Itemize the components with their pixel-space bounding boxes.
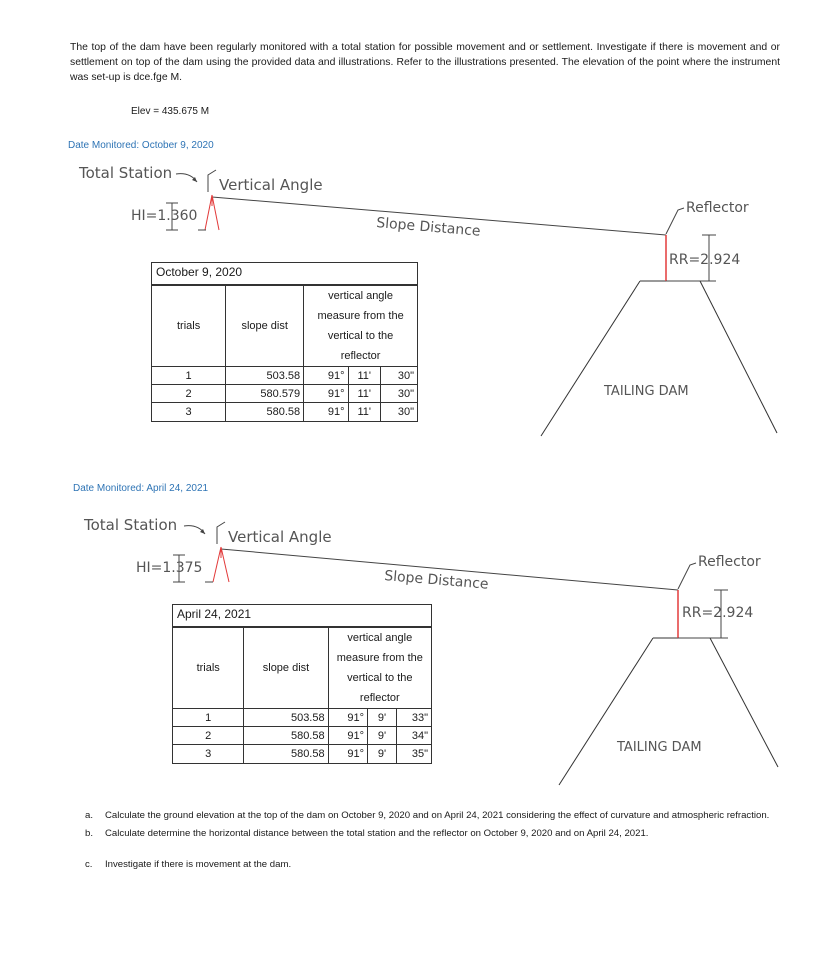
dam-outline-1 — [541, 281, 777, 436]
dam-label-1: TAILING DAM — [604, 384, 689, 399]
rr-label-1: RR=2.924 — [669, 252, 741, 268]
col-header-slope: slope dist — [244, 628, 328, 709]
tripod-icon-1 — [205, 195, 219, 230]
col-header-trials: trials — [173, 628, 244, 709]
col-header-angle: vertical angle measure from the vertical to the reflector — [304, 286, 417, 367]
table-row: 2 580.579 91° 11' 30" — [152, 385, 417, 403]
vertical-angle-label-1: Vertical Angle — [219, 176, 323, 194]
dam-label-2: TAILING DAM — [617, 740, 702, 755]
monitoring-table-1 — [151, 262, 418, 422]
table-row: 1 503.58 91° 11' 30" — [152, 367, 417, 385]
hi-label-1: HI=1.360 — [131, 208, 198, 224]
col-header-angle: vertical angle measure from the vertical to the reflector — [328, 628, 431, 709]
reflector-label-1: Reflector — [686, 200, 749, 216]
slope-distance-label-1: Slope Distance — [375, 215, 482, 240]
table-row: 1 503.58 91° 9' 33" — [173, 709, 431, 727]
reflector-label-2: Reflector — [698, 554, 761, 570]
col-header-slope: slope dist — [226, 286, 304, 367]
total-station-label-1: Total Station — [79, 164, 173, 182]
total-station-label-2: Total Station — [84, 516, 178, 534]
monitoring-table-2 — [172, 604, 432, 764]
questions-list — [85, 809, 785, 876]
table-row: 3 580.58 91° 9' 35" — [173, 745, 431, 763]
table-row: 3 580.58 91° 11' 30" — [152, 403, 417, 421]
date-monitored-2: Date Monitored: April 24, 2021 — [73, 483, 209, 494]
col-header-trials: trials — [152, 286, 226, 367]
hi-label-2: HI=1.375 — [136, 560, 203, 576]
question-a: a. Calculate the ground elevation at the top of the dam on October 9, 2020 and on April 24, 2021 considering the effect of curvature and atmospheric refraction. — [85, 810, 770, 821]
vertical-angle-label-2: Vertical Angle — [228, 528, 332, 546]
question-b: b. Calculate determine the horizontal distance between the total station and the reflector on October 9, 2020 and on April 24, 2021. — [85, 828, 649, 839]
table-title-2: April 24, 2021 — [173, 605, 431, 627]
date-monitored-1: Date Monitored: October 9, 2020 — [68, 140, 214, 151]
rr-label-2: RR=2.924 — [682, 605, 754, 621]
tripod-icon-2 — [213, 547, 229, 582]
slope-distance-label-2: Slope Distance — [383, 568, 490, 593]
instrument-elevation: Elev = 435.675 M — [131, 106, 210, 117]
table-row: 2 580.58 91° 9' 34" — [173, 727, 431, 745]
dam-outline-2 — [559, 638, 778, 785]
problem-statement: The top of the dam have been regularly monitored with a total station for possible movement and or settlement. Investigate if there is movement and or settlement on top of the dam using the provided data and illustrations. Refer to the illustrations presented. The elevation of the point where the instrument was set-up is dce.fge M. — [70, 42, 780, 83]
question-c: c. Investigate if there is movement at the dam. — [85, 859, 292, 870]
table-title-1: October 9, 2020 — [152, 263, 417, 285]
